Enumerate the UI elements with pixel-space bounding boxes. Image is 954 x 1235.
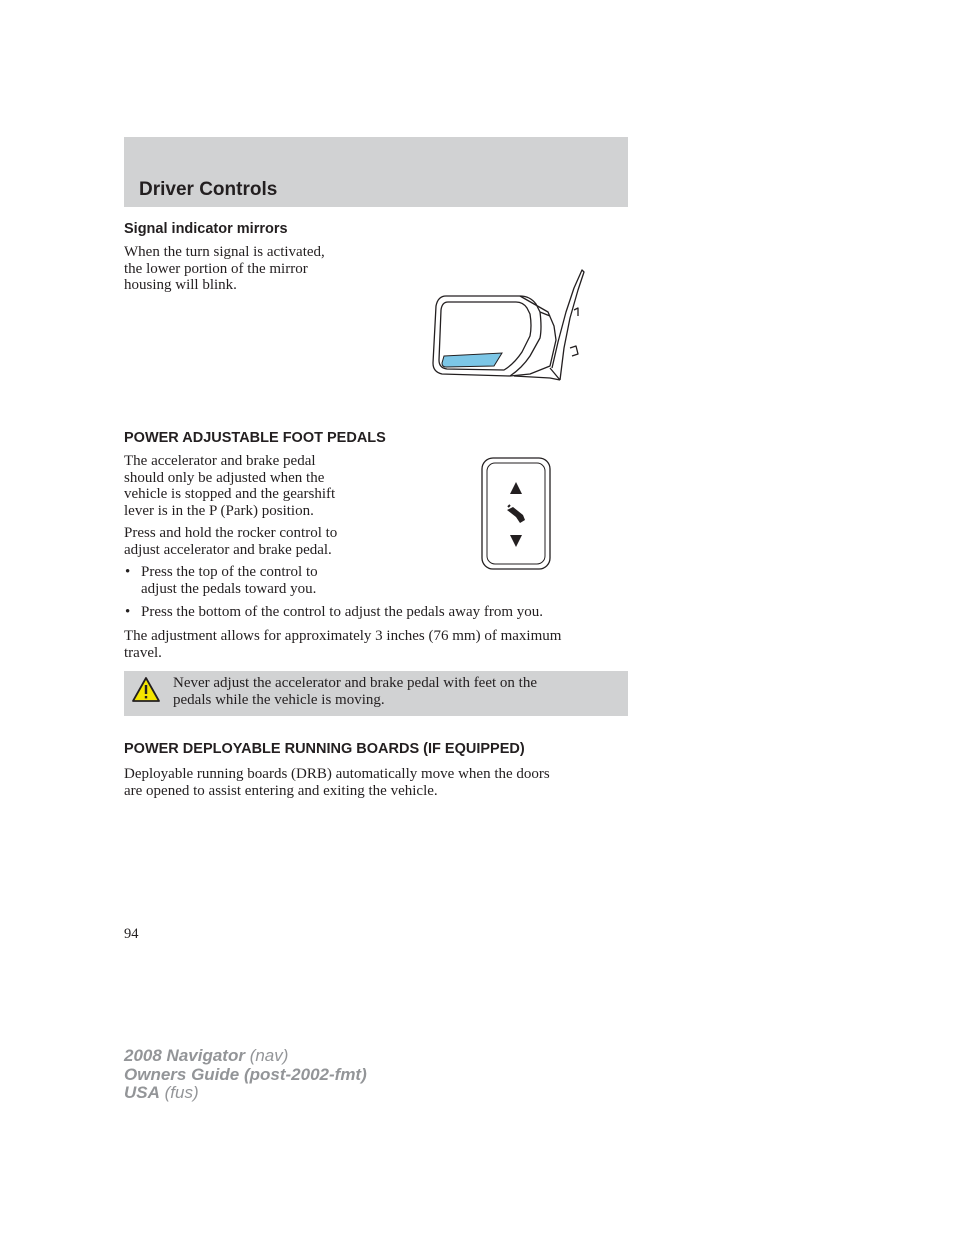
footer-market: USA — [124, 1083, 160, 1102]
foot-pedals-heading: POWER ADJUSTABLE FOOT PEDALS — [124, 430, 386, 446]
running-boards-text — [124, 766, 550, 799]
text-line: pedals while the vehicle is moving. — [173, 691, 385, 708]
pedal-rocker-control-illustration — [480, 457, 552, 571]
text-line: Deployable running boards (DRB) automatically move when the doors — [124, 766, 550, 782]
foot-pedals-para-2 — [124, 525, 337, 558]
page-title: Driver Controls — [139, 179, 278, 200]
foot-pedals-para-3 — [124, 628, 561, 661]
foot-pedals-para-1 — [124, 453, 335, 519]
footer-model-code: (nav) — [249, 1046, 289, 1065]
page-number: 94 — [124, 926, 139, 942]
text-line: adjust accelerator and brake pedal. — [124, 541, 332, 558]
signal-mirrors-text — [124, 244, 325, 294]
warning-triangle-icon — [131, 676, 161, 704]
signal-mirrors-heading: Signal indicator mirrors — [124, 221, 288, 237]
text-line: adjust the pedals toward you. — [141, 580, 317, 597]
text-line: lever is in the P (Park) position. — [124, 502, 314, 519]
warning-text — [173, 675, 623, 708]
document-footer — [124, 1047, 367, 1103]
running-boards-heading: POWER DEPLOYABLE RUNNING BOARDS (IF EQUIPPED) — [124, 741, 525, 757]
warning-box — [124, 671, 628, 716]
text-line: should only be adjusted when the — [124, 469, 325, 486]
text-line: Press the top of the control to — [141, 564, 318, 580]
text-line: Press the bottom of the control to adjust the pedals away from you. — [141, 604, 544, 620]
signal-mirror-illustration — [428, 268, 590, 384]
text-line: travel. — [124, 644, 162, 661]
text-line: vehicle is stopped and the gearshift — [124, 486, 336, 503]
text-line: The accelerator and brake pedal — [124, 453, 316, 469]
footer-market-code: (fus) — [164, 1083, 199, 1102]
text-line: are opened to assist entering and exiting the vehicle. — [124, 782, 438, 799]
text-line: the lower portion of the mirror — [124, 260, 308, 277]
section-header-bar — [124, 137, 628, 207]
text-line: Never adjust the accelerator and brake pedal with feet on the — [173, 675, 537, 691]
text-line: Press and hold the rocker control to — [124, 525, 338, 541]
text-line: housing will blink. — [124, 277, 237, 294]
footer-guide: Owners Guide (post-2002-fmt) — [124, 1064, 367, 1084]
footer-model: 2008 Navigator — [124, 1046, 245, 1065]
text-line: When the turn signal is activated, — [124, 244, 325, 260]
text-line: The adjustment allows for approximately 3 inches (76 mm) of maximum — [124, 628, 562, 644]
